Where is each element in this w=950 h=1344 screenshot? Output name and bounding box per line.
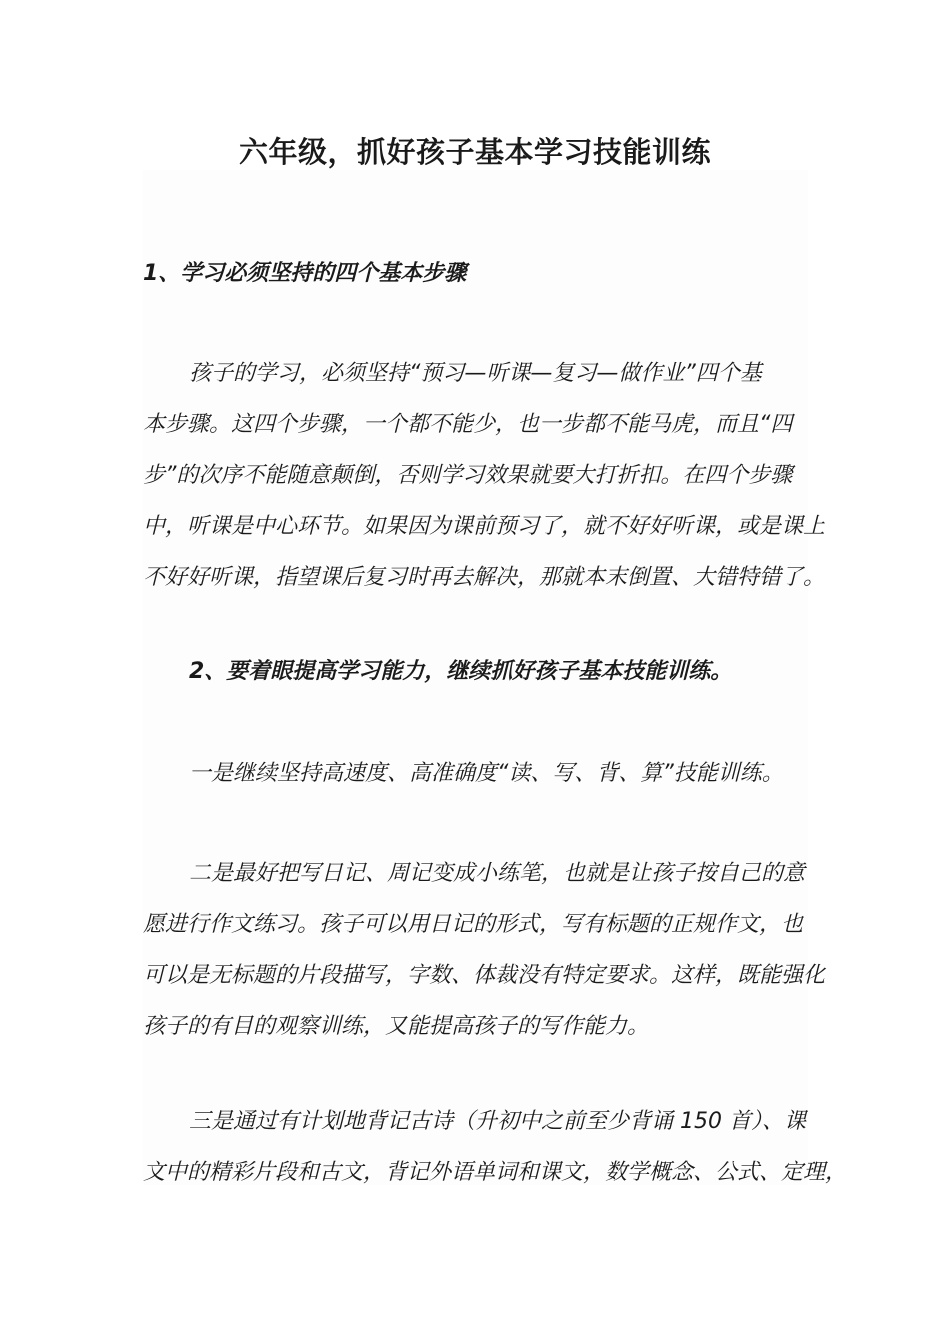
paragraph-line: 愿进行作文练习。孩子可以用日记的形式，写有标题的正规作文，也 bbox=[143, 912, 804, 937]
paragraph-line: 中，听课是中心环节。如果因为课前预习了，就不好好听课，或是课上 bbox=[143, 514, 826, 539]
paragraph-line: 不好好听课，指望课后复习时再去解决，那就本末倒置、大错特错了。 bbox=[143, 565, 826, 590]
document-title: 六年级，抓好孩子基本学习技能训练 bbox=[238, 135, 711, 169]
paragraph-line: 本步骤。这四个步骤，一个都不能少，也一步都不能马虎，而且“四 bbox=[143, 412, 793, 437]
section-1-heading: 1、学习必须坚持的四个基本步骤 bbox=[143, 261, 467, 286]
paragraph-line: 一是继续坚持高速度、高准确度“读、写、背、算”技能训练。 bbox=[189, 761, 784, 786]
section-2-item-1 bbox=[143, 748, 811, 799]
section-2-item-2 bbox=[143, 848, 826, 1052]
paragraph-line: 孩子的学习，必须坚持“预习—听课—复习—做作业”四个基 bbox=[189, 361, 762, 386]
paragraph-line: 三是通过有计划地背记古诗（升初中之前至少背诵 150 首）、课 bbox=[189, 1109, 806, 1134]
paragraph-line: 可以是无标题的片段描写，字数、体裁没有特定要求。这样，既能强化 bbox=[143, 963, 826, 988]
paragraph-line: 文中的精彩片段和古文，背记外语单词和课文，数学概念、公式、定理， bbox=[143, 1160, 848, 1185]
section-1-paragraph bbox=[143, 348, 826, 603]
paragraph-line: 步”的次序不能随意颠倒，否则学习效果就要大打折扣。在四个步骤 bbox=[143, 463, 793, 488]
section-2-heading: 2、要着眼提高学习能力，继续抓好孩子基本技能训练。 bbox=[189, 659, 733, 684]
paragraph-line: 孩子的有目的观察训练，又能提高孩子的写作能力。 bbox=[143, 1014, 650, 1039]
paragraph-line: 二是最好把写日记、周记变成小练笔，也就是让孩子按自己的意 bbox=[189, 861, 806, 886]
section-2-item-3 bbox=[143, 1096, 848, 1198]
